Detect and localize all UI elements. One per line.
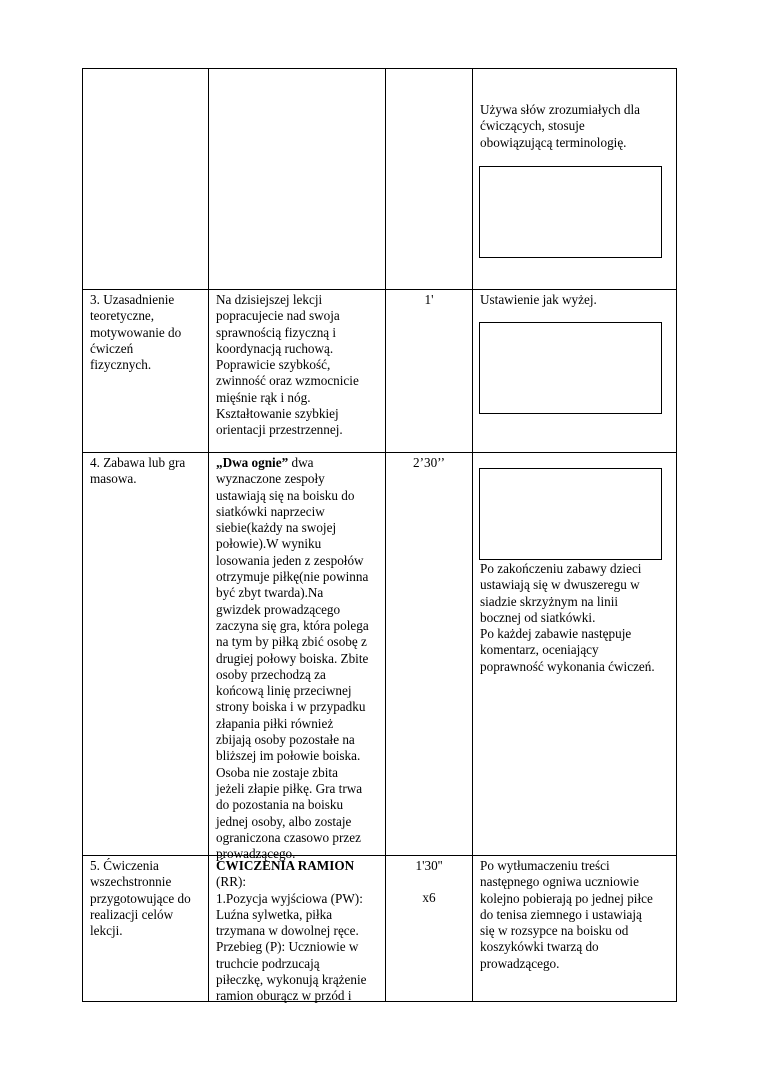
row4-content-line: końcową linię przeciwnej [216, 683, 352, 699]
row3-time-value: 1' [424, 292, 434, 307]
row-divider-2 [82, 452, 677, 453]
row5-content-line: Przebieg (P): Uczniowie w [216, 939, 359, 955]
table-border-top [82, 68, 677, 69]
row1-notes [480, 102, 640, 151]
row5-content-line: piłeczkę, wykonują krążenie [216, 972, 367, 988]
row5-notes-line: następnego ogniwa uczniowie [480, 874, 639, 890]
row3-content-line: zwinność oraz wzmocnicie [216, 373, 359, 389]
row5-stage-line: przygotowujące do [90, 890, 191, 906]
row3-time [386, 292, 472, 308]
row4-content-line: Osoba nie zostaje zbita [216, 764, 338, 780]
row-divider-1 [82, 289, 677, 290]
row3-content-line: sprawnością fizyczną i [216, 324, 337, 340]
row4-content-line: strony boiska i w przypadku [216, 699, 366, 715]
row4-stage [90, 455, 185, 488]
row4-stage-line: masowa. [90, 471, 137, 487]
row4-content-line: siebie(każdy na swojej [216, 520, 337, 536]
row4-content-line: prowadzącego. [216, 846, 296, 862]
row4-content-line: wyznaczone zespoły [216, 471, 325, 487]
table-divider-1 [208, 68, 209, 1002]
row3-stage-line: motywowanie do [90, 324, 182, 340]
row4-stage-line: 4. Zabawa lub gra [90, 455, 186, 470]
row3-content-line: orientacji przestrzennej. [216, 422, 343, 438]
row4-time-value: 2’30’’ [413, 455, 445, 470]
row3-content-line: Na dzisiejszej lekcji [216, 292, 323, 307]
row4-notes-line: komentarz, oceniający [480, 642, 599, 658]
table-border-left [82, 68, 83, 1002]
row5-content-line: truchcie podrzucają [216, 955, 320, 971]
row3-stage [90, 292, 181, 373]
row4-content-line: połowie).W wyniku [216, 536, 322, 552]
row4-content-line: ustawiają się na boisku do [216, 487, 355, 503]
row4-time [386, 455, 472, 471]
row4-notes-line: bocznej od siatkówki. [480, 609, 596, 625]
row4-content-line: do pozostania na boisku [216, 797, 344, 813]
row5-time-value: 1'30'' [415, 858, 443, 873]
row1-notes-line: Używa słów zrozumiałych dla [480, 102, 641, 117]
row4-content-line: gwizdek prowadzącego [216, 601, 341, 617]
row3-stage-line: fizycznych. [90, 357, 152, 373]
row4-content-line: otrzymuje piłkę(nie powinna [216, 569, 369, 585]
row4-content-line: złapania piłki również [216, 715, 334, 731]
row4-notes-line: siadzie skrzyżnym na linii [480, 593, 619, 609]
row3-stage-line: teoretyczne, [90, 308, 155, 324]
row5-notes-line: koszykówki twarzą do [480, 939, 599, 955]
row3-stage-line: ćwiczeń [90, 340, 134, 356]
row3-content-line: popracujecie nad swoja [216, 308, 340, 324]
row5-notes-line: Po wytłumaczeniu treści [480, 858, 610, 873]
row4-content-line: być zbyt twarda).Na [216, 585, 324, 601]
row4-content-line: jeżeli złapie piłkę. Gra trwa [216, 780, 363, 796]
row5-stage-line: 5. Ćwiczenia [90, 858, 159, 873]
row1-notes-line: obowiązującą terminologię. [480, 134, 627, 150]
row4-content-first-line [216, 455, 369, 471]
row5-content [216, 858, 366, 1005]
row4-content-line: losowania jeden z zespołów [216, 552, 364, 568]
row5-stage-line: lekcji. [90, 923, 123, 939]
row5-notes-line: kolejno pobierają po jednej piłce [480, 890, 653, 906]
table-border-bottom [82, 1001, 677, 1002]
row-divider-3 [82, 855, 677, 856]
row4-content-line: zaczyna się gra, która polega [216, 617, 369, 633]
row5-content-line: (RR): [216, 874, 247, 890]
row5-notes-line: prowadzącego. [480, 955, 560, 971]
row5-content-line: trzymana w dowolnej ręce. [216, 923, 359, 939]
row4-notes-line: Po zakończeniu zabawy dzieci [480, 561, 642, 576]
row4-notes-line: Po każdej zabawie następuje [480, 626, 632, 642]
game-title: „Dwa ognie” [216, 455, 289, 470]
row3-notes [480, 292, 597, 308]
row3-content-line: koordynacją ruchową. [216, 340, 334, 356]
row4-content-line: zbijają osoby pozostałe na [216, 732, 355, 748]
row5-time [386, 858, 472, 907]
row5-content-line: 1.Pozycja wyjściowa (PW): [216, 890, 363, 906]
row3-content-line: Poprawicie szybkość, [216, 357, 331, 373]
row4-notes [480, 561, 655, 675]
table-divider-3 [472, 68, 473, 1002]
row5-content-line: Luźna sylwetka, piłka [216, 906, 333, 922]
row3-content-line: Kształtowanie szybkiej [216, 406, 339, 422]
row5-repetitions: x6 [422, 890, 436, 906]
row4-content-line: na tym by piłką zbić osobę z [216, 634, 367, 650]
row5-stage-line: wszechstronnie [90, 874, 172, 890]
row3-content [216, 292, 359, 439]
formation-diagram-box [479, 468, 662, 560]
row5-content-line: ramion oburącz w przód i [216, 988, 352, 1004]
formation-diagram-box [479, 322, 662, 414]
row4-content-line: osoby przechodzą za [216, 666, 326, 682]
row3-content-line: mięśnie rąk i nóg. [216, 389, 311, 405]
row5-notes-line: do tenisa ziemnego i ustawiają [480, 906, 642, 922]
row5-notes [480, 858, 653, 972]
formation-diagram-box [479, 166, 662, 258]
row1-notes-line: ćwiczących, stosuje [480, 118, 585, 134]
row4-content-first-rest: dwa [288, 455, 314, 470]
row4-content [216, 455, 369, 862]
row4-content-line: bliższej im połowie boiska. [216, 748, 361, 764]
row3-notes-line: Ustawienie jak wyżej. [480, 292, 597, 307]
row4-notes-line: poprawność wykonania ćwiczeń. [480, 658, 655, 674]
row4-content-line: ograniczona czasowo przez [216, 829, 361, 845]
row4-content-line: drugiej połowy boiska. Zbite [216, 650, 369, 666]
row4-content-line: jednej osoby, albo zostaje [216, 813, 352, 829]
row3-stage-line: 3. Uzasadnienie [90, 292, 175, 307]
row5-stage-line: realizacji celów [90, 906, 174, 922]
row4-notes-line: ustawiają się w dwuszeregu w [480, 577, 640, 593]
row5-stage [90, 858, 191, 939]
table-border-right [676, 68, 677, 1002]
row5-notes-line: się w rozsypce na boisku od [480, 923, 629, 939]
row4-content-line: siatkówki naprzeciw [216, 503, 325, 519]
exercise-section-title: ĆWICZENIA RAMION [216, 858, 355, 873]
